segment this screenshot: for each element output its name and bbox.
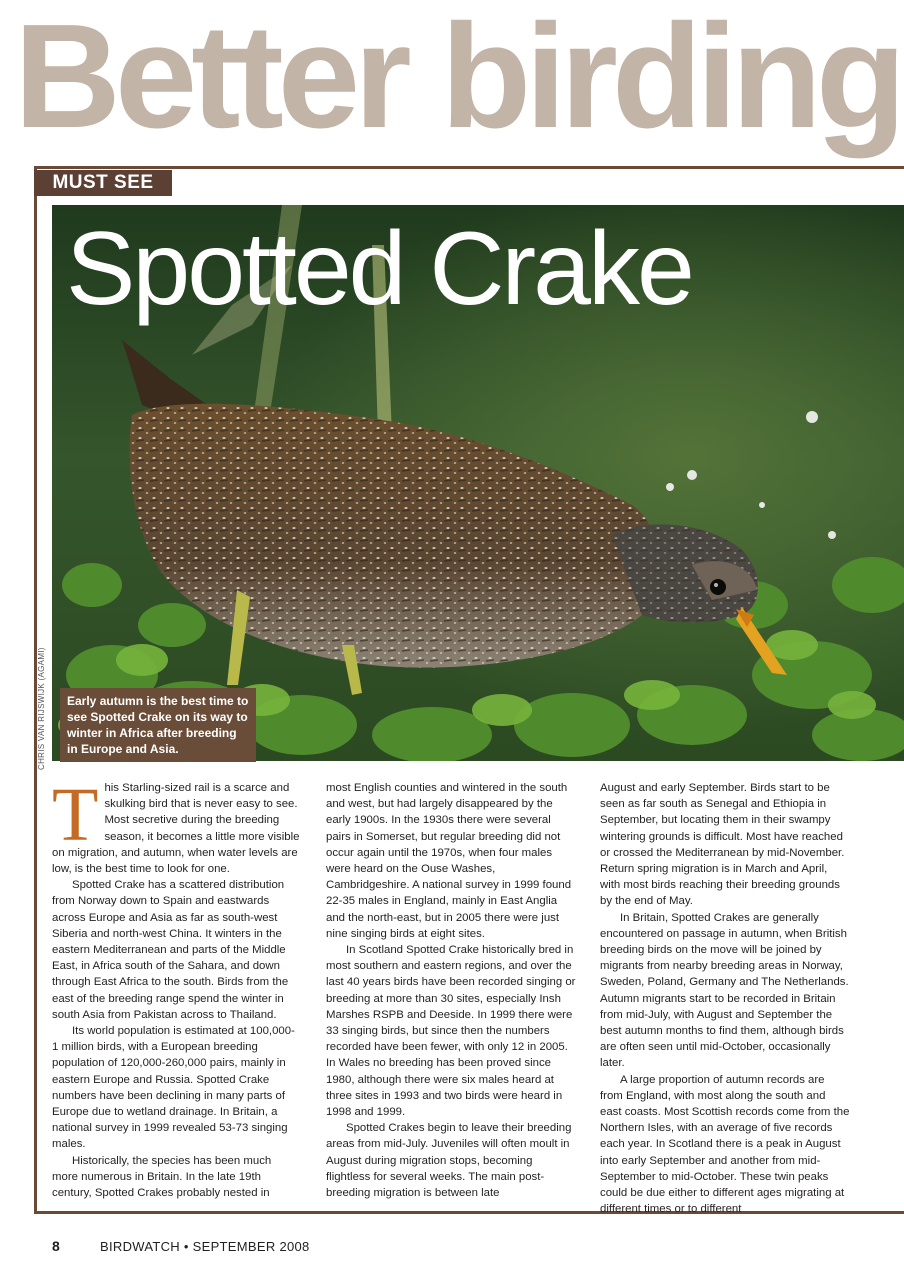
article-paragraph: August and early September. Birds start to be seen as far south as Senegal and Ethiopia in September, but locating them in their swampy wintering grounds is difficult. Most have reached or crossed the Mediterranean by mid-November. Return spring migration is in March and April, with most birds reaching their breeding grounds by the end of May. [600,782,845,908]
article-column-2 [326,780,576,1201]
article-paragraph: Spotted Crake has a scattered distribution from Norway down to Spain and eastwards across Europe and Asia as far as south-west Siberia and north-west China. It winters in the eastern Mediterranean and parts of the Middle East, in Africa south of the Sahara, and down through East Africa to the south. Birds from the east of the breeding range spend the winter in south Asia from Pakistan across to Thailand. [52,879,289,1021]
article-paragraph: Its world population is estimated at 100,000-1 million birds, with a European breeding population of 120,000-260,000 pairs, mainly in eastern Europe and Russia. Spotted Crake numbers have been declining in many parts of Europe due to wetland drainage. In Britain, a national survey in 1999 revealed 53-73 singing males. [52,1025,295,1151]
page-number: 8 [52,1238,60,1254]
article-title: Spotted Crake [66,211,692,327]
photo-caption: Early autumn is the best time to see Spotted Crake on its way to winter in Africa after breeding in Europe and Asia. [60,688,256,762]
article-paragraph: In Britain, Spotted Crakes are generally encountered on passage in autumn, when British breeding birds on the move will be joined by migrants from nearby breeding areas in Norway, Sweden, Poland, Germany and The Netherlands. Autumn migrants start to be recorded in Britain from mid-July, with August and September the best autumn months to find them, although birds are often seen until mid-October, occasionally later. [600,911,849,1070]
article-paragraph: most English counties and wintered in the south and west, but had largely disappeared by the early 1900s. In the 1930s there were several pairs in Somerset, but regular breeding did not occur again until the 1970s, when four males were heard on the Ouse Washes, Cambridgeshire. A national survey in 1999 found 22-35 males in England, mainly in East Anglia and the north-east, but in 2005 there were just nine singing birds at eight sites. [326,782,572,940]
dropcap: T [52,773,99,857]
article-paragraph: Historically, the species has been much more numerous in Britain. In the late 19th century, Spotted Crakes probably nested in [52,1154,272,1200]
article-column-3 [600,780,850,1217]
frame-top-rule [34,166,904,169]
article-paragraph: In Scotland Spotted Crake historically bred in most southern and eastern regions, and over the last 40 years birds have been recorded singing or breeding at more than 30 sites, especially Insh Marshes RSPB and Deeside. In 1999 there were 33 singing birds, but since then the numbers recorded have been fewer, with only 12 in 2005. In Wales no breeding has been proved since 1980, although there were six males heard at three sites in 1993 and two birds were heard in 1998 and 1999. [326,944,576,1119]
article-paragraph: A large proportion of autumn records are from England, with most along the south and east coasts. Most Scottish records come from the Northern Isles, with an average of five records each year. In Scotland there is a peak in August into early September and another from mid-September to mid-October. These twin peaks could be due either to different ages migrating at different times or to different [600,1073,850,1216]
photo-credit: CHRIS VAN RIJSWIJK (AGAMI) [37,647,46,770]
header-title: Better birding [14,0,901,159]
article-paragraph: Spotted Crakes begin to leave their breeding areas from mid-July. Juveniles will often moult in August during migration stops, becoming flightless for several weeks. The main post-breeding migration is between late [326,1122,572,1200]
magazine-footer: BIRDWATCH • SEPTEMBER 2008 [100,1239,310,1254]
article-column-1 [52,773,300,1201]
article-paragraph: This Starling-sized rail is a scarce and skulking bird that is never easy to see. Most secretive during the breeding season, it becomes a little more visible on migration, and autumn, when water levels are low, is the best time to look for one. [52,773,300,876]
section-label: MUST SEE [34,170,172,196]
